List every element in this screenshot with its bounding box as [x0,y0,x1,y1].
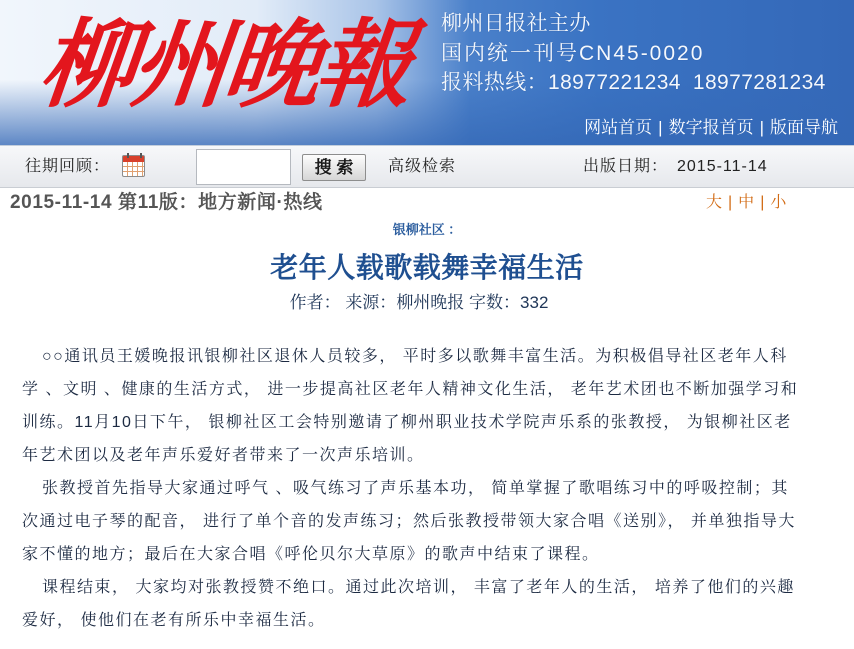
publish-date-value: 2015-11-14 [677,158,768,175]
hotline-line [441,68,826,98]
hotline-number: 18977281234 [692,71,826,94]
top-nav [584,118,838,138]
publisher-info [441,9,826,98]
serial-number-line: 国内统一刊号CN45-0020 [441,41,705,65]
advanced-search-link[interactable]: 高级检索 [388,158,457,175]
text-size-separator: | [760,194,765,211]
article-paragraph: 张教授首先指导大家通过呼气 、吸气练习了声乐基本功， 简单掌握了歌唱练习中的呼吸控制；其次通过电子琴的配音， 进行了单个音的发声练习；然后张教授带领大家合唱《送别》， 并单独指导大家不懂的地方；最后在大家合唱《呼伦贝尔大草原》的歌声中结束了课程。 [22,480,796,563]
edition-heading: 2015-11-14 第11版：地方新闻·热线 [10,192,323,213]
search-input[interactable] [196,149,291,185]
edition-row [0,188,854,218]
nav-separator: | [658,118,663,137]
word-count-label: 字数： [469,293,521,312]
search-button[interactable]: 搜 索 [302,154,366,181]
nav-link-digital-home[interactable]: 数字报首页 [668,118,754,137]
article-body [22,340,805,637]
newspaper-logo[interactable]: 柳州晚報 [34,12,414,119]
column-label: 银柳社区 ： [392,222,462,237]
nav-link-site-home[interactable]: 网站首页 [584,118,653,137]
text-size-small[interactable]: 小 [770,194,787,211]
article-meta [0,294,854,312]
text-size-switcher [706,188,786,218]
nav-link-page-nav[interactable]: 版面导航 [770,118,838,137]
source-label: 来源： [345,293,397,312]
archive-label: 往期回顾： [25,158,111,175]
article-paragraph: ○○通讯员王媛晚报讯银柳社区退休人员较多， 平时多以歌舞丰富生活。为积极倡导社区老年人科学 、文明 、健康的生活方式， 进一步提高社区老年人精神文化生活， 老年艺术团也不断加强学习和训练。11月10日下午， 银柳社区工会特别邀请了柳州职业技术学院声乐系的张教授， 为银柳社区老年艺术团以及老年声乐爱好者带来了一次声乐培训。 [22,348,799,464]
calendar-icon[interactable] [122,155,145,177]
text-size-large[interactable]: 大 [706,194,723,211]
article-paragraph: 课程结束， 大家均对张教授赞不绝口。通过此次培训， 丰富了老年人的生活， 培养了他们的兴趣爱好， 使他们在老有所乐中幸福生活。 [22,579,795,629]
author-label: 作者： [289,293,341,312]
publish-date-label: 出版日期： [583,158,669,175]
text-size-medium[interactable]: 中 [738,194,755,211]
hotline-label: 报料热线： [441,71,548,94]
article [0,218,854,637]
masthead [0,0,854,145]
word-count-value: 332 [520,293,549,312]
source-value: 柳州晚报 [396,293,465,312]
toolbar [0,145,854,188]
text-size-separator: | [728,194,733,211]
article-title: 老年人载歌载舞幸福生活 [270,252,584,283]
hotline-number: 18977221234 [548,71,681,94]
nav-separator: | [759,118,764,137]
publisher-line: 柳州日报社主办 [441,12,591,35]
